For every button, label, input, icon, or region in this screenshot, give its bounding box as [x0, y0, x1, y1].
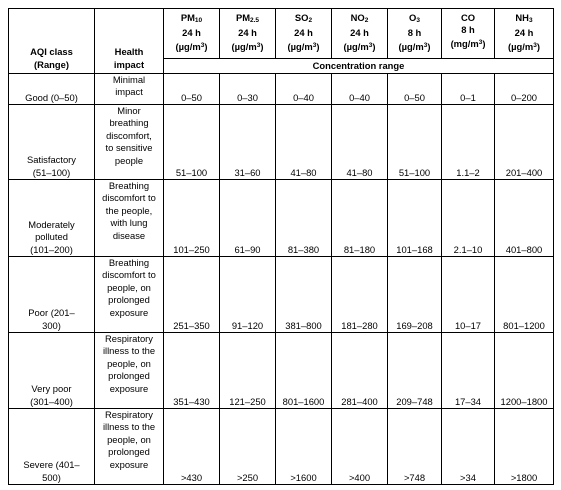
concentration-cell-pm25: 0–30: [220, 74, 276, 105]
pollutant-header-pm25: PM2.5 24 h $(\mu g/m^3)$: [220, 9, 276, 59]
table-row: [9, 180, 554, 257]
concentration-cell-o3: 51–100: [388, 105, 442, 180]
aqi-class-header: AQI class (Range): [9, 9, 95, 74]
concentration-cell-pm25: 61–90: [220, 180, 276, 257]
table-row: [9, 333, 554, 409]
concentration-cell-co: 17–34: [442, 333, 495, 409]
pollutant-header-nh3: NH3 24 h $(\mu g/m^3)$: [495, 9, 554, 59]
concentration-cell-o3: 101–168: [388, 180, 442, 257]
pollutant-header-no2: NO2 24 h $(\mu g/m^3)$: [332, 9, 388, 59]
concentration-cell-no2: 181–280: [332, 257, 388, 333]
concentration-cell-co: 2.1–10: [442, 180, 495, 257]
health-impact-cell: Minimal impact: [95, 74, 164, 105]
concentration-cell-pm10: 0–50: [164, 74, 220, 105]
concentration-cell-pm25: 91–120: [220, 257, 276, 333]
health-impact-cell: Minor breathing discomfort, to sensitive people: [95, 105, 164, 180]
health-impact-cell: Breathing discomfort to the people, with lung disease: [95, 180, 164, 257]
table-row: [9, 409, 554, 485]
concentration-cell-pm10: >430: [164, 409, 220, 485]
concentration-cell-o3: 169–208: [388, 257, 442, 333]
pollutant-header-co: CO 8 h $(mg/m^3)$: [442, 9, 495, 59]
health-impact-cell: Breathing discomfort to people, on prolonged exposure: [95, 257, 164, 333]
concentration-cell-nh3: 801–1200: [495, 257, 554, 333]
concentration-cell-pm25: >250: [220, 409, 276, 485]
concentration-cell-co: 1.1–2: [442, 105, 495, 180]
aqi-class-cell: Poor (201– 300): [9, 257, 95, 333]
table-header: [9, 9, 554, 74]
pollutant-header-o3: O3 8 h $(\mu g/m^3)$: [388, 9, 442, 59]
concentration-cell-no2: >400: [332, 409, 388, 485]
concentration-cell-no2: 0–40: [332, 74, 388, 105]
concentration-cell-pm10: 101–250: [164, 180, 220, 257]
concentration-cell-nh3: 0–200: [495, 74, 554, 105]
concentration-cell-nh3: 201–400: [495, 105, 554, 180]
pollutant-header-pm10: PM10 24 h $(\mu g/m^3)$: [164, 9, 220, 59]
concentration-cell-so2: 0–40: [276, 74, 332, 105]
concentration-range-header: Concentration range: [164, 59, 554, 74]
table-body: [9, 74, 554, 485]
aqi-class-cell: Very poor (301–400): [9, 333, 95, 409]
concentration-cell-o3: 0–50: [388, 74, 442, 105]
aqi-class-cell: Moderately polluted (101–200): [9, 180, 95, 257]
concentration-cell-no2: 41–80: [332, 105, 388, 180]
concentration-cell-co: 0–1: [442, 74, 495, 105]
concentration-cell-no2: 81–180: [332, 180, 388, 257]
table-row: [9, 257, 554, 333]
table-row: [9, 74, 554, 105]
health-impact-header: Health impact: [95, 9, 164, 74]
concentration-cell-pm10: 251–350: [164, 257, 220, 333]
pollutant-header-so2: SO2 24 h $(\mu g/m^3)$: [276, 9, 332, 59]
table-row: [9, 105, 554, 180]
concentration-cell-nh3: >1800: [495, 409, 554, 485]
aqi-class-cell: Satisfactory (51–100): [9, 105, 95, 180]
concentration-cell-so2: 81–380: [276, 180, 332, 257]
concentration-cell-pm10: 351–430: [164, 333, 220, 409]
concentration-cell-co: >34: [442, 409, 495, 485]
concentration-cell-pm10: 51–100: [164, 105, 220, 180]
health-impact-cell: Respiratory illness to the people, on prolonged exposure: [95, 409, 164, 485]
concentration-cell-no2: 281–400: [332, 333, 388, 409]
concentration-cell-o3: 209–748: [388, 333, 442, 409]
concentration-cell-pm25: 31–60: [220, 105, 276, 180]
concentration-cell-pm25: 121–250: [220, 333, 276, 409]
concentration-cell-so2: 41–80: [276, 105, 332, 180]
aqi-class-cell: Severe (401– 500): [9, 409, 95, 485]
aqi-table: [8, 8, 554, 485]
concentration-cell-co: 10–17: [442, 257, 495, 333]
concentration-cell-o3: >748: [388, 409, 442, 485]
concentration-cell-nh3: 401–800: [495, 180, 554, 257]
concentration-cell-so2: >1600: [276, 409, 332, 485]
health-impact-cell: Respiratory illness to the people, on prolonged exposure: [95, 333, 164, 409]
aqi-class-cell: Good (0–50): [9, 74, 95, 105]
concentration-cell-so2: 801–1600: [276, 333, 332, 409]
concentration-cell-so2: 381–800: [276, 257, 332, 333]
concentration-cell-nh3: 1200–1800: [495, 333, 554, 409]
